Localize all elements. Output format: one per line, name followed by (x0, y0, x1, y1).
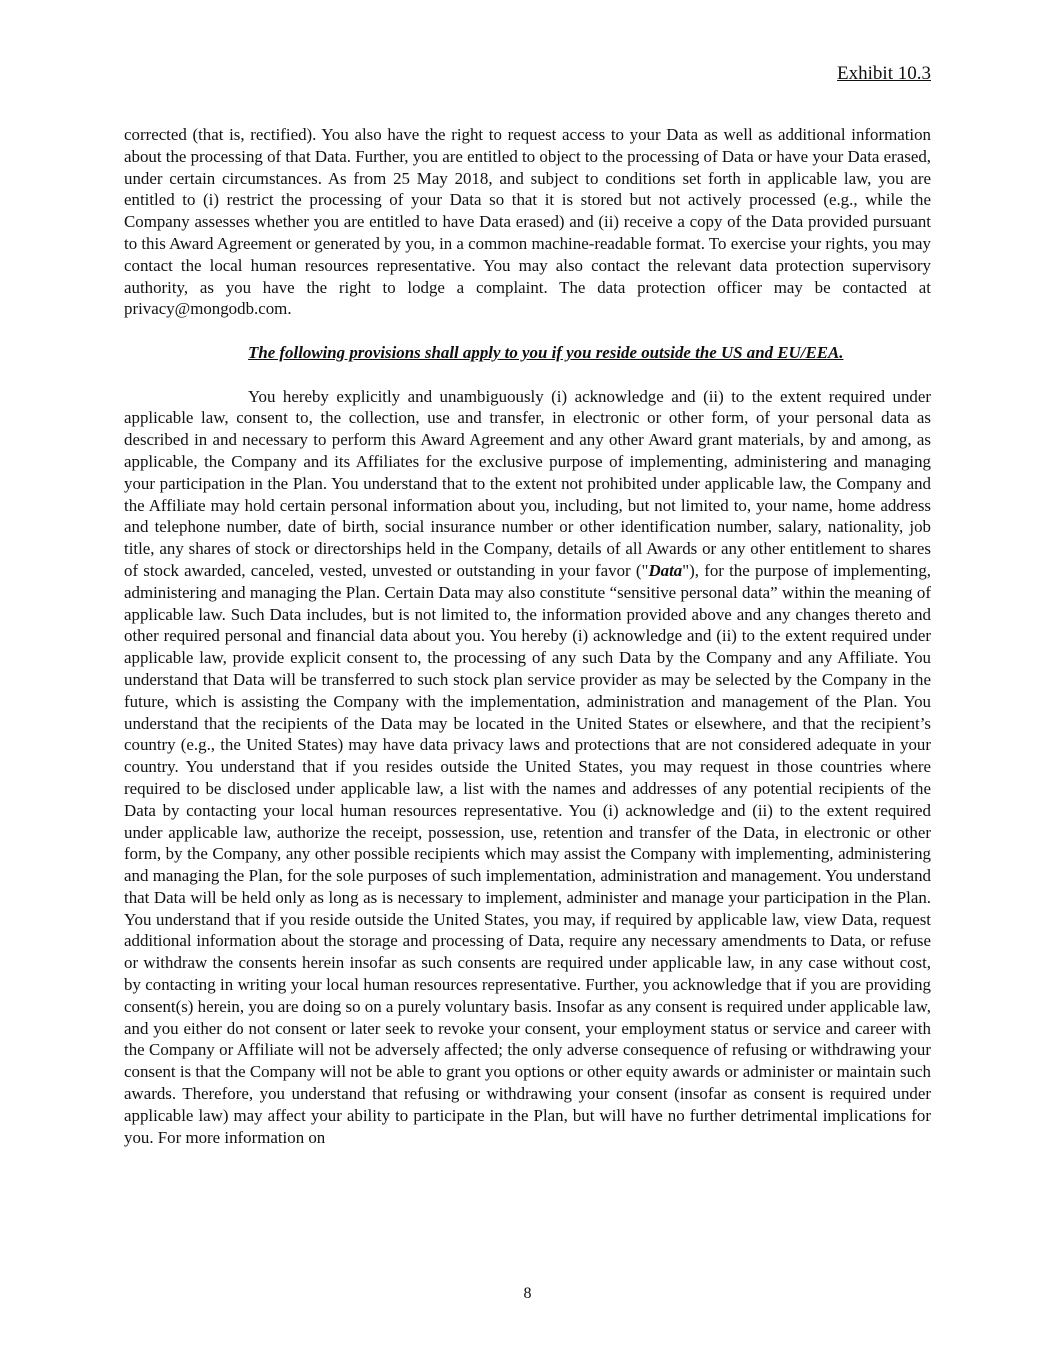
paragraph-text-part-2: "), for the purpose of implementing, administering and managing the Plan. Certain Data may also constitute “sensitive personal data” within the meaning of applicable law. Such Data includes, but is not limited to, the information provided above and any changes thereto and other required personal and financial data about you. You hereby (i) acknowledge and (ii) to the extent required under applicable law, provide explicit consent to, the processing of any such Data by the Company and any Affiliate. You understand that Data will be transferred to such stock plan service provider as may be selected by the Company in the future, which is assisting the Company with the implementation, administration and management of the Plan. You understand that the recipients of the Data may be located in the United States or elsewhere, and that the recipient’s country (e.g., the United States) may have data privacy laws and protections that are not considered adequate in your country. You understand that if you resides outside the United States, you may request in those countries where required to be disclosed under applicable law, a list with the names and addresses of any potential recipients of the Data by contacting your local human resources representative. You (i) acknowledge and (ii) to the extent required under applicable law, authorize the receipt, possession, use, retention and transfer of the Data, in electronic or other form, by the Company, any other possible recipients which may assist the Company with implementing, administering and managing the Plan, for the sole purposes of such implementation, administration and management. You understand that Data will be held only as long as is necessary to implement, administer and manage your participation in the Plan. You understand that if you reside outside the United States, you may, if required by applicable law, view Data, request additional information about the storage and processing of Data, require any necessary amendments to Data, or refuse or withdraw the consents herein insofar as such consents are required under applicable law, in any case without cost, by contacting in writing your local human resources representative. Further, you acknowledge that if you are providing consent(s) herein, you are doing so on a purely voluntary basis. Insofar as any consent is required under applicable law, and you either do not consent or later seek to revoke your consent, your employment status or service and career with the Company or Affiliate will not be adversely affected; the only adverse consequence of refusing or withdrawing your consent is that the Company will not be able to grant you options or other equity awards or administer or maintain such awards. Therefore, you understand that refusing or withdrawing your consent (insofar as consent is required under applicable law) may affect your ability to participate in the Plan, but will have no further detrimental implications for you. For more information on (124, 560, 932, 1147)
paragraph-data-consent (124, 386, 931, 1149)
page-number: 8 (523, 1285, 532, 1302)
paragraph-data-rights: corrected (that is, rectified). You also have the right to request access to your Data as well as additional information about the processing of that Data. Further, you are entitled to object to the processing of Data or have your Data erased, under certain circumstances. As from 25 May 2018, and subject to conditions set forth in applicable law, you are entitled to (i) restrict the processing of your Data so that it is stored but not actively processed (e.g., while the Company assesses whether you are entitled to have Data erased) and (ii) receive a copy of the Data provided pursuant to this Award Agreement or generated by you, in a common machine-readable format. To exercise your rights, you may contact the local human resources representative. You may also contact the relevant data protection supervisory authority, as you have the right to lodge a complaint. The data protection officer may be contacted at privacy@mongodb.com. (124, 125, 931, 319)
exhibit-label: Exhibit 10.3 (837, 63, 931, 84)
section-heading: The following provisions shall apply to you if you reside outside the US and EU/EEA. (248, 342, 844, 362)
defined-term-data: Data (648, 560, 683, 580)
document-body (124, 124, 931, 1148)
paragraph-text-part-1: You hereby explicitly and unambiguously (i) acknowledge and (ii) to the extent required under applicable law, consent to, the collection, use and transfer, in electronic or other form, of your personal data as described in and necessary to perform this Award Agreement and any other Award grant materials, by and among, as applicable, the Company and its Affiliates for the exclusive purpose of implementing, administering and managing your participation in the Plan. You understand that to the extent not prohibited under applicable law, the Company and the Affiliate may hold certain personal information about you, including, but not limited to, your name, home address and telephone number, date of birth, social insurance number or other identification number, salary, nationality, job title, any shares of stock or directorships held in the Company, details of all Awards or any other entitlement to shares of stock awarded, canceled, vested, unvested or outstanding in your favor (" (124, 386, 931, 580)
